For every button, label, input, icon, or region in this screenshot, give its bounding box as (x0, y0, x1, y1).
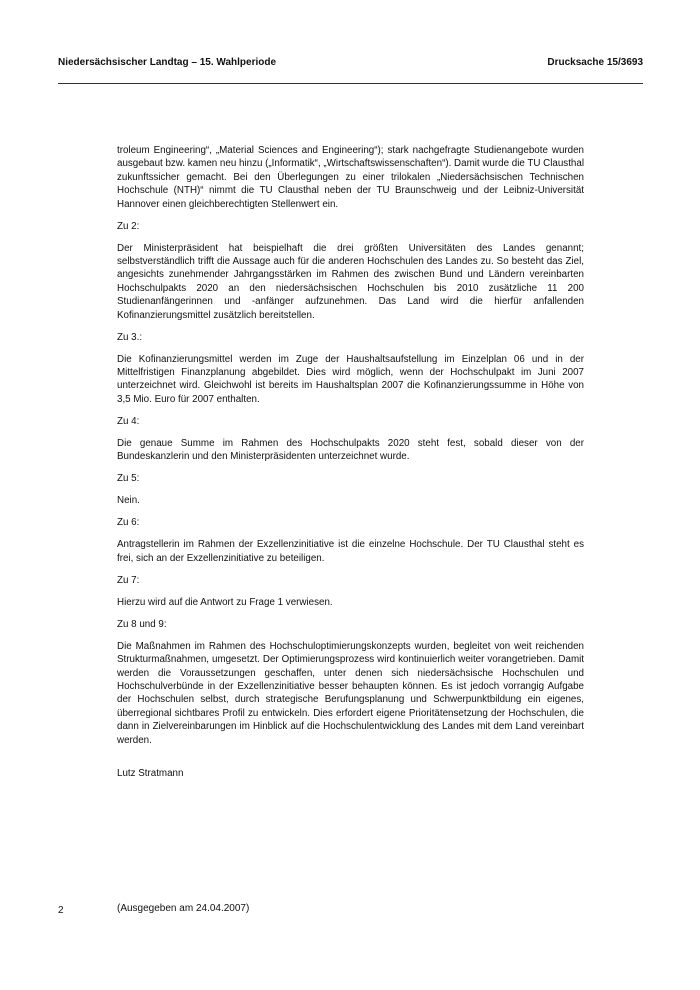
header-rule (58, 83, 643, 84)
paragraph: Antragstellerin im Rahmen der Exzellenzinitiative ist die einzelne Hochschule. Der TU Clausthal steht es frei, sich an der Exzellenzinitiative zu beteiligen. (117, 539, 584, 564)
paragraph: Die Maßnahmen im Rahmen des Hochschuloptimierungskonzepts wurden, begleitet von weit reichenden Strukturmaßnahmen, umgesetzt. Der Optimierungsprozess wird kontinuierlich weiter vorangetrieben. Damit werden die Voraussetzungen geschaffen, unter denen sich niedersächsische Hochschulen und Hochschulverbünde in der Exzellenzinitiative besser behaupten können. Es ist jedoch vorrangig Aufgabe der Hochschulen selbst, durch strategische Berufungsplanung und Schwerpunktbildung ein eigenes, überregional sichtbares Profil zu entwickeln. Dies erfordert eigene Prioritätensetzung der Hochschulen, die dann in Zielvereinbarungen im Hinblick auf die Hochschulentwicklung des Landes mit dem Land vereinbart werden. (117, 640, 584, 746)
question-heading: Zu 3.: (117, 331, 143, 343)
question-heading: Zu 7: (117, 574, 140, 586)
header-title: Niedersächsischer Landtag – 15. Wahlperiode (58, 57, 277, 68)
signature: Lutz Stratmann (117, 767, 184, 779)
page-number: 2 (58, 905, 64, 916)
issued-date: (Ausgegeben am 24.04.2007) (117, 903, 250, 914)
document-number: Drucksache 15/3693 (547, 57, 643, 68)
paragraph: Nein. (117, 495, 140, 507)
question-heading: Zu 6: (117, 517, 140, 529)
paragraph: Die genaue Summe im Rahmen des Hochschulpakts 2020 steht fest, sobald dieser von der Bundeskanzlerin und den Ministerpräsidenten unterzeichnet wurde. (117, 437, 584, 463)
paragraph: Hierzu wird auf die Antwort zu Frage 1 verwiesen. (117, 596, 333, 608)
paragraph: troleum Engineering“, „Material Sciences and Engineering“); stark nachgefragte Studienangebote wurden ausgebaut bzw. kamen neu hinzu („Informatik“, „Wirtschaftswissenschaften“). Damit wurde die TU Clausthal zukunftssicher gemacht. Bei den Überlegungen zu einer trilokalen „Niedersächsischen Technischen Hochschule (NTH)“ nimmt die TU Clausthal neben der TU Braunschweig und der Leibniz-Universität Hannover einen gleichberechtigten Stellenwert ein. (117, 145, 584, 210)
question-heading: Zu 8 und 9: (117, 618, 167, 630)
question-heading: Zu 4: (117, 415, 140, 427)
document-body (117, 144, 584, 789)
question-heading: Zu 5: (117, 473, 140, 485)
question-heading: Zu 2: (117, 220, 140, 232)
paragraph: Die Kofinanzierungsmittel werden im Zuge der Haushaltsaufstellung im Einzelplan 06 und in der Mittelfristigen Finanzplanung abgebildet. Dies wird möglich, wenn der Hochschulpakt im Juni 2007 unterzeichnet wird. Gleichwohl ist bereits im Haushaltsplan 2007 die Kofinanzierungssumme in Höhe von 3,5 Mio. Euro für 2007 enthalten. (117, 353, 584, 405)
paragraph: Der Ministerpräsident hat beispielhaft die drei größten Universitäten des Landes genannt; selbstverständlich trifft die Aussage auch für die anderen Hochschulen des Landes zu. So besteht das Ziel, angesichts zunehmender Jahrgangsstärken im Rahmen des zwischen Bund und Ländern vereinbarten Hochschulpakts 2020 an den niedersächsischen Hochschulen bis 2010 zusätzliche 11 200 Studienanfängerinnen und -anfänger aufzunehmen. Das Land wird die hierfür anfallenden Kofinanzierungsmittel zusätzlich bereitstellen. (117, 242, 584, 321)
